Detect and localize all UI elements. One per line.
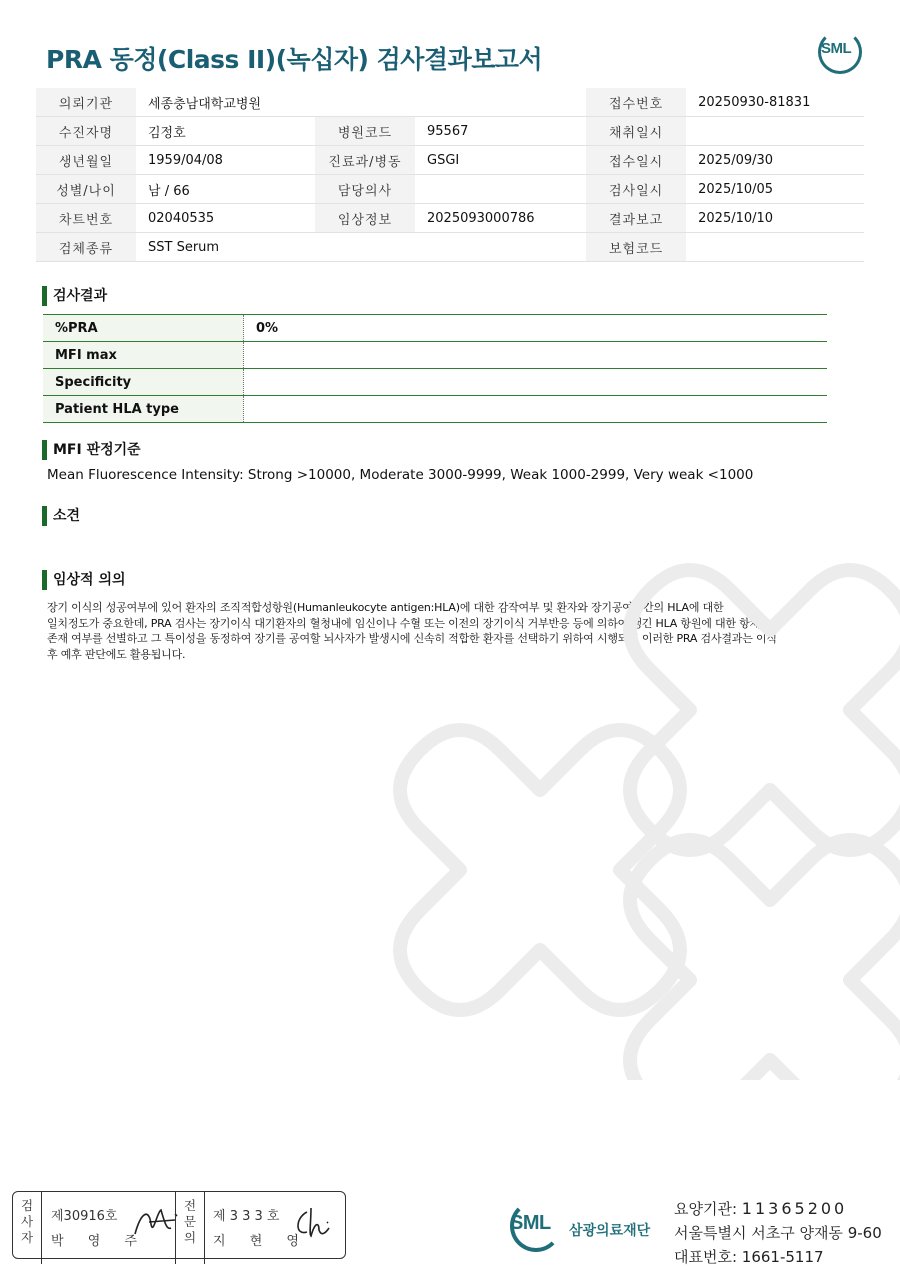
org-name: 삼광의료재단 bbox=[569, 1223, 651, 1239]
info-value: 2025093000786 bbox=[415, 204, 586, 233]
info-row bbox=[36, 233, 864, 262]
clinical-line: 후 예후 판단에도 활용됩니다. bbox=[47, 647, 186, 661]
address: 서울특별시 서초구 양재동 9-60 bbox=[674, 1224, 882, 1242]
info-label: 채취일시 bbox=[586, 117, 686, 146]
result-key: Patient HLA type bbox=[43, 396, 244, 423]
info-value: 02040535 bbox=[136, 204, 315, 233]
clinical-line: 존재 여부를 선별하고 그 특이성을 동정하여 장기를 공여할 뇌사자가 발생시에 신속히 적합한 환자를 선택하기 위하여 시행되며 이러한 PRA 검사결과는 이식 bbox=[47, 632, 777, 645]
info-label: 수진자명 bbox=[36, 117, 136, 146]
result-key: MFI max bbox=[43, 342, 244, 369]
report-title: PRA 동정(Class II)(녹십자) 검사결과보고서 bbox=[46, 45, 543, 74]
info-label: 의뢰기관 bbox=[36, 88, 136, 117]
info-value bbox=[415, 233, 586, 262]
info-label: 결과보고 bbox=[586, 204, 686, 233]
signature-box bbox=[12, 1191, 346, 1259]
result-row bbox=[43, 396, 827, 423]
info-row bbox=[36, 175, 864, 204]
result-row bbox=[43, 369, 827, 396]
specialist-label: 전 문 의 bbox=[175, 1192, 205, 1264]
info-label: 보험코드 bbox=[586, 233, 686, 262]
patient-info-table bbox=[36, 88, 864, 262]
info-label: 임상정보 bbox=[315, 204, 415, 233]
result-key: %PRA bbox=[43, 315, 244, 342]
info-label: 생년월일 bbox=[36, 146, 136, 175]
result-value: 0% bbox=[244, 315, 828, 342]
contact-info: 요양기관: 11365200 서울특별시 서초구 양재동 9-60 대표번호: 1661-5117 bbox=[674, 1199, 882, 1266]
info-label: 검체종류 bbox=[36, 233, 136, 262]
phone-number: 1661-5117 bbox=[741, 1248, 824, 1266]
info-label: 접수일시 bbox=[586, 146, 686, 175]
clinical-line: 일치정도가 중요한데, PRA 검사는 장기이식 대기환자의 혈청내에 임신이나 수혈 또는 이전의 장기이식 거부반응 등에 의하여 생긴 HLA 항원에 대한 항체 bbox=[47, 616, 760, 630]
section-result-heading: 검사결과 bbox=[42, 286, 107, 306]
info-value: 김정호 bbox=[136, 117, 315, 146]
info-row bbox=[36, 204, 864, 233]
info-value: 95567 bbox=[415, 117, 586, 146]
info-value: 남 / 66 bbox=[136, 175, 315, 204]
tester-label: 검 사 자 bbox=[13, 1192, 42, 1264]
mfi-criteria-text: Mean Fluorescence Intensity: Strong >10000, Moderate 3000-9999, Weak 1000-2999, Very weak <1000 bbox=[47, 467, 754, 483]
section-mfi-heading: MFI 판정기준 bbox=[42, 440, 141, 460]
sml-footer-logo: SML 삼광의료재단 bbox=[508, 1198, 668, 1258]
info-value: 2025/10/10 bbox=[686, 204, 864, 233]
info-value: 2025/09/30 bbox=[686, 146, 864, 175]
sml-logo: SML bbox=[818, 30, 862, 74]
info-value: 20250930-81831 bbox=[686, 88, 864, 117]
info-label: 검사일시 bbox=[586, 175, 686, 204]
specialist-license: 제 3 3 3 호 bbox=[213, 1209, 280, 1224]
institution-code: 11365200 bbox=[741, 1199, 848, 1218]
info-row bbox=[36, 88, 864, 117]
info-row bbox=[36, 146, 864, 175]
info-value bbox=[415, 88, 586, 117]
info-label: 차트번호 bbox=[36, 204, 136, 233]
info-value bbox=[686, 117, 864, 146]
result-value bbox=[244, 369, 828, 396]
info-value: GSGI bbox=[415, 146, 586, 175]
info-label: 접수번호 bbox=[586, 88, 686, 117]
info-label: 진료과/병동 bbox=[315, 146, 415, 175]
info-value bbox=[415, 175, 586, 204]
result-table bbox=[43, 314, 827, 423]
result-row bbox=[43, 342, 827, 369]
info-value: 2025/10/05 bbox=[686, 175, 864, 204]
tester-name: 박 영 주 bbox=[51, 1234, 147, 1249]
info-label: 성별/나이 bbox=[36, 175, 136, 204]
info-value: SST Serum bbox=[136, 233, 315, 262]
result-value bbox=[244, 342, 828, 369]
info-value: 1959/04/08 bbox=[136, 146, 315, 175]
section-clinical-heading: 임상적 의의 bbox=[42, 570, 126, 590]
result-row bbox=[43, 315, 827, 342]
section-opinion-heading: 소견 bbox=[42, 506, 80, 526]
info-row bbox=[36, 117, 864, 146]
specialist-name: 지 현 영 bbox=[213, 1234, 309, 1249]
info-label: 병원코드 bbox=[315, 117, 415, 146]
info-label: 담당의사 bbox=[315, 175, 415, 204]
watermark-cross-icon bbox=[360, 540, 900, 1080]
info-value bbox=[686, 233, 864, 262]
info-value: 세종충남대학교병원 bbox=[136, 88, 315, 117]
tester-license: 제30916호 bbox=[51, 1209, 118, 1224]
info-label bbox=[315, 88, 415, 117]
clinical-line: 장기 이식의 성공여부에 있어 환자의 조직적합성항원(Humanleukocyte antigen:HLA)에 대한 감작여부 및 환자와 장기공여자간의 HLA에 대한 bbox=[47, 601, 724, 614]
info-label bbox=[315, 233, 415, 262]
specialist-signature-icon bbox=[293, 1204, 337, 1240]
result-key: Specificity bbox=[43, 369, 244, 396]
result-value bbox=[244, 396, 828, 423]
